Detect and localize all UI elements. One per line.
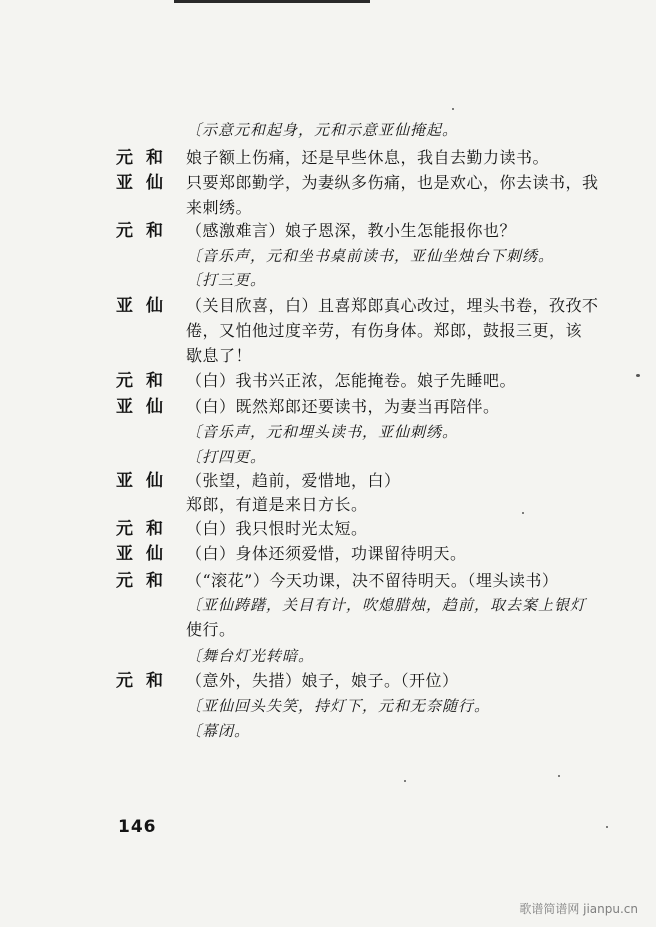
dialogue-line: （白）我只恨时光太短。 (186, 519, 368, 538)
speaker-name: 元和 (116, 221, 176, 241)
dialogue-line: （“滚花”）今天功课，决不留待明天。（埋头读书） (186, 571, 559, 590)
scan-speck (452, 108, 454, 110)
scan-speck (636, 374, 640, 377)
dialogue-line: （白）身体还须爱惜，功课留待明天。 (186, 544, 467, 563)
speaker-name: 亚仙 (116, 397, 176, 417)
stage-direction: 〔打三更。 (186, 271, 267, 289)
scan-speck (404, 780, 406, 782)
page-number: 146 (118, 817, 157, 837)
dialogue-continuation: 来刺绣。 (186, 198, 253, 217)
speaker-name: 亚仙 (116, 544, 176, 564)
dialogue-line: （关目欣喜，白）且喜郑郎真心改过，埋头书卷，孜孜不 (186, 296, 599, 315)
dialogue-continuation: 倦，又怕他过度辛劳，有伤身体。郑郎，鼓报三更，该 (186, 321, 583, 340)
scan-speck (606, 826, 608, 828)
speaker-name: 元和 (116, 371, 176, 391)
speaker-name: 元和 (116, 148, 176, 168)
stage-direction: 〔亚仙回头失笑，持灯下，元和无奈随行。 (186, 697, 491, 715)
speaker-name: 元和 (116, 671, 176, 691)
speaker-name: 元和 (116, 571, 176, 591)
dialogue-line: （感激难言）娘子恩深，教小生怎能报你也？ (186, 221, 517, 240)
dialogue-line: （意外，失措）娘子，娘子。（开位） (186, 671, 459, 690)
scan-speck (522, 512, 524, 514)
dialogue-continuation: 使行。 (186, 620, 236, 639)
stage-direction: 〔打四更。 (186, 448, 267, 466)
scan-speck (558, 775, 560, 777)
stage-direction: 〔幕闭。 (186, 722, 251, 740)
stage-direction: 〔舞台灯光转暗。 (186, 647, 315, 665)
dialogue-line: 娘子额上伤痛，还是早些休息，我自去勤力读书。 (186, 148, 550, 167)
speaker-name: 亚仙 (116, 296, 176, 316)
stage-direction: 〔音乐声，元和埋头读书，亚仙刺绣。 (186, 423, 459, 441)
stage-direction: 〔音乐声，元和坐书桌前读书，亚仙坐烛台下刺绣。 (186, 247, 555, 265)
dialogue-line: （张望，趋前，爱惜地，白） (186, 471, 401, 490)
dialogue-continuation: 歇息了！ (186, 346, 253, 365)
stage-direction: 〔亚仙踌躇，关目有计，吹熄腊烛，趋前，取去案上银灯 (186, 596, 587, 614)
speaker-name: 亚仙 (116, 471, 176, 491)
dialogue-continuation: 郑郎，有道是来日方长。 (186, 495, 368, 514)
speaker-name: 亚仙 (116, 173, 176, 193)
dialogue-line: （白）我书兴正浓，怎能掩卷。娘子先睡吧。 (186, 371, 517, 390)
watermark: 歌谱简谱网 jianpu.cn (519, 902, 638, 916)
dialogue-line: （白）既然郑郎还要读书，为妻当再陪伴。 (186, 397, 500, 416)
dialogue-line: 只要郑郎勤学，为妻纵多伤痛，也是欢心，你去读书，我 (186, 173, 599, 192)
stage-direction: 〔示意元和起身，元和示意亚仙掩起。 (186, 121, 459, 139)
speaker-name: 元和 (116, 519, 176, 539)
